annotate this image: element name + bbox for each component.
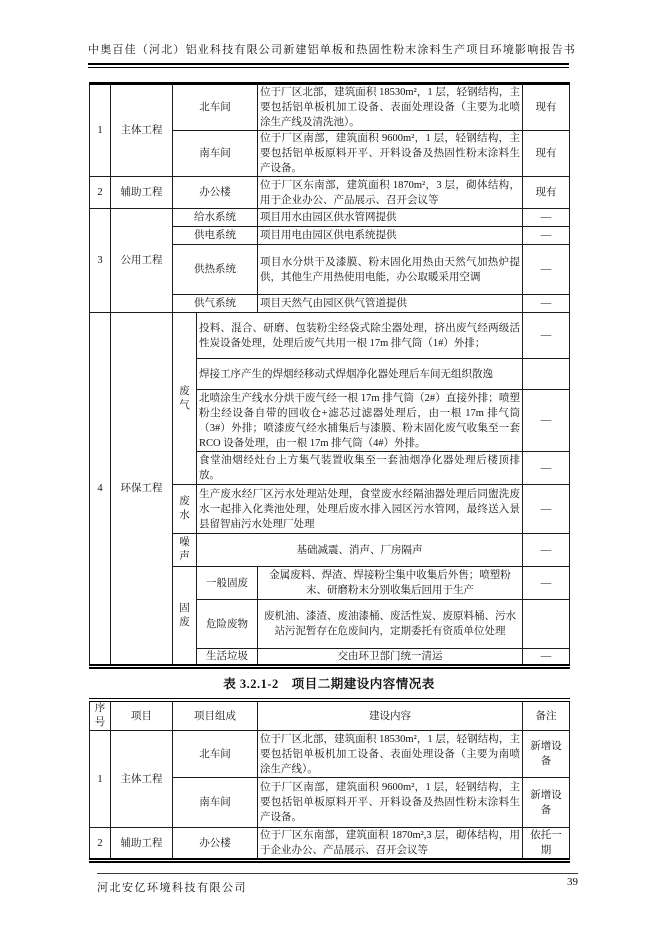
cell-note <box>523 778 570 828</box>
footer-company-name: 河北安亿环境科技有限公司 <box>97 882 247 894</box>
table-phase1-construction <box>89 82 570 669</box>
cell-project: 环保工程 <box>111 313 173 667</box>
cell-note: — <box>523 295 570 313</box>
cell-project: 公用工程 <box>111 209 173 313</box>
cell-content: 食堂油烟经灶台上方集气装置收集至一套油烟净化器处理后楼顶排放。 <box>197 452 523 485</box>
cell-seq: 1 <box>90 731 111 828</box>
cell-note: — <box>523 227 570 245</box>
cell-seq: 2 <box>90 828 111 861</box>
table2-title: 表 3.2.1-2 项目二期建设内容情况表 <box>223 677 435 691</box>
vertical-label: 序号 <box>94 703 106 728</box>
vertical-label: 固废 <box>179 602 190 628</box>
cell-note: — <box>523 313 570 359</box>
cell-component: 北车间 <box>173 731 258 778</box>
cell-component: 供气系统 <box>173 295 258 313</box>
cell-component: 南车间 <box>173 131 258 177</box>
note-text: 新增设备 <box>530 789 562 816</box>
cell-note: 现有 <box>523 84 570 131</box>
table-row <box>90 731 570 778</box>
cell-note: — <box>523 452 570 485</box>
header-rule <box>88 63 569 68</box>
cell-group-solid-waste <box>173 567 197 667</box>
footer-rule <box>97 873 578 874</box>
table-phase2-construction <box>89 698 570 863</box>
cell-content: 项目用水由园区供水管网提供 <box>258 209 523 227</box>
cell-component: 南车间 <box>173 778 258 828</box>
cell-seq: 4 <box>90 313 111 667</box>
cell-note <box>523 600 570 649</box>
cell-content: 项目天然气由园区供气管道提供 <box>258 295 523 313</box>
cell-content: 焊接工序产生的焊烟经移动式焊烟净化器处理后车间无组织散逸 <box>197 359 523 390</box>
cell-note <box>523 828 570 861</box>
note-text: 依托一期 <box>530 830 562 856</box>
cell-note: — <box>523 534 570 567</box>
cell-project: 主体工程 <box>111 731 173 828</box>
cell-content: 北喷涂生产线水分烘干废气经一根 17m 排气筒（2#）直接外排；喷塑粉尘经设备自带的回收仓+滤芯过滤器处理后，由一根 17m 排气筒（3#）外排；喷漆废气经水捕集后与漆膜、粉末固化废气收集至一套 RCO 设备处理，由一根 17m 排气筒（4#）外排。 <box>197 390 523 452</box>
cell-content: 位于厂区南部，建筑面积 9600m²，1 层，轻钢结构，主要包括铝单板原料开平、开料设备及热固性粉末涂料生产设备。 <box>258 778 523 828</box>
vertical-label: 噪声 <box>179 537 190 562</box>
cell-note: — <box>523 390 570 452</box>
cell-seq: 2 <box>90 177 111 209</box>
cell-note: 现有 <box>523 177 570 209</box>
header-seq <box>90 700 111 731</box>
table-row <box>90 313 570 359</box>
table-row <box>90 84 570 131</box>
table-row <box>90 177 570 209</box>
cell-component: 北车间 <box>173 84 258 131</box>
cell-content: 项目用电由园区供电系统提供 <box>258 227 523 245</box>
cell-content: 项目水分烘干及漆膜、粉末固化用热由天然气加热炉提供，其他生产用热使用电能，办公取暖采用空调 <box>258 245 523 295</box>
cell-note: — <box>523 209 570 227</box>
table-header-row <box>90 700 570 731</box>
header-project: 项目 <box>111 700 173 731</box>
cell-project: 主体工程 <box>111 84 173 177</box>
cell-component: 供热系统 <box>173 245 258 295</box>
page-content <box>89 82 569 863</box>
cell-content: 投料、混合、研磨、包装粉尘经袋式除尘器处理，挤出废气经两级活性炭设备处理，处理后废气共用一根 17m 排气筒（1#）外排； <box>197 313 523 359</box>
cell-component: 供电系统 <box>173 227 258 245</box>
cell-component: 办公楼 <box>173 828 258 861</box>
cell-content: 位于厂区东南部，建筑面积 1870m²，3 层，砌体结构，用于企业办公、产品展示、召开会议等 <box>258 177 523 209</box>
cell-content: 金属废料、焊渣、焊接粉尘集中收集后外售；喷塑粉末、研磨粉末分别收集后回用于生产 <box>258 567 523 600</box>
cell-project: 辅助工程 <box>111 177 173 209</box>
cell-group-waste-water <box>173 485 197 534</box>
cell-group-waste-gas <box>173 313 197 485</box>
cell-component: 生活垃圾 <box>197 649 258 667</box>
cell-content: 废机油、漆渣、废油漆桶、废活性炭、废原料桶、污水站污泥暂存在危废间内，定期委托有资质单位处理 <box>258 600 523 649</box>
table-row <box>90 209 570 227</box>
cell-component: 一般固废 <box>197 567 258 600</box>
cell-content: 生产废水经厂区污水处理站处理，食堂废水经隔油器处理后同盥洗废水一起排入化粪池处理，处理后废水排入园区污水管网，最终送入景县留智庙污水处理厂处理 <box>197 485 523 534</box>
table-row <box>90 828 570 861</box>
header-component: 项目组成 <box>173 700 258 731</box>
note-text: 新增设备 <box>530 741 562 767</box>
header-note: 备注 <box>523 700 570 731</box>
cell-component: 给水系统 <box>173 209 258 227</box>
cell-content: 交由环卫部门统一清运 <box>258 649 523 667</box>
cell-note: — <box>523 649 570 667</box>
vertical-label: 废水 <box>179 496 190 521</box>
page-number: 39 <box>567 876 578 888</box>
cell-note: 现有 <box>523 131 570 177</box>
cell-note <box>523 359 570 390</box>
cell-content: 位于厂区南部，建筑面积 9600m²，1 层，轻钢结构，主要包括铝单板原料开平、开料设备及热固性粉末涂料生产设备。 <box>258 131 523 177</box>
vertical-label: 废气 <box>179 385 190 411</box>
cell-seq: 3 <box>90 209 111 313</box>
cell-content: 位于厂区东南部，建筑面积 1870m²,3 层，砌体结构，用于企业办公、产品展示、召开会议等 <box>258 828 523 861</box>
cell-group-noise <box>173 534 197 567</box>
doc-header-title: 中奥百佳（河北）铝业科技有限公司新建铝单板和热固性粉末涂料生产项目环境影响报告书 <box>88 44 576 56</box>
cell-component: 办公楼 <box>173 177 258 209</box>
cell-component: 危险废物 <box>197 600 258 649</box>
header-content: 建设内容 <box>258 700 523 731</box>
cell-content: 位于厂区北部，建筑面积 18530m²，1 层，轻钢结构，主要包括铝单板机加工设备、表面处理设备（主要为南喷涂生产线）。 <box>258 731 523 778</box>
cell-note: — <box>523 485 570 534</box>
cell-note <box>523 731 570 778</box>
cell-content: 基础减震、消声、厂房隔声 <box>197 534 523 567</box>
cell-content: 位于厂区北部，建筑面积 18530m²，1 层，轻钢结构，主要包括铝单板机加工设备、表面处理设备（主要为北喷涂生产线及清洗池）。 <box>258 84 523 131</box>
cell-project: 辅助工程 <box>111 828 173 861</box>
cell-seq: 1 <box>90 84 111 177</box>
cell-note: — <box>523 567 570 600</box>
cell-note: — <box>523 245 570 295</box>
